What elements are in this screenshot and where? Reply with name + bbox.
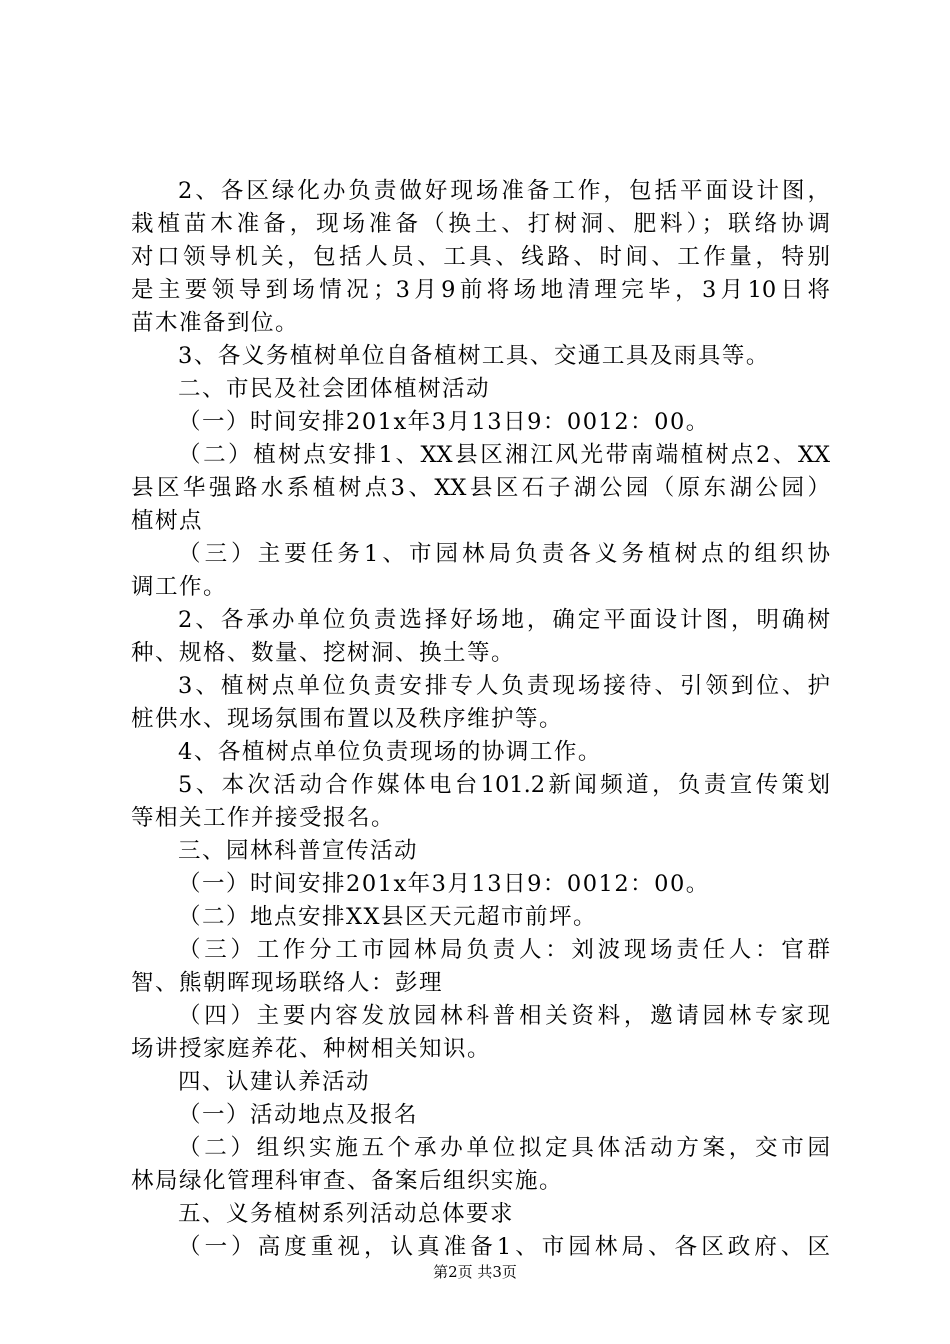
paragraph-line: （四）主要内容发放园林科普相关资料，邀请园林专家现 [178, 1003, 830, 1029]
section-heading: 三、园林科普宣传活动 [178, 838, 419, 864]
paragraph-line: 种、规格、数量、挖树洞、换土等。 [131, 640, 516, 666]
paragraph-line: （二）组织实施五个承办单位拟定具体活动方案，交市园 [178, 1135, 830, 1161]
paragraph-line: 是主要领导到场情况；3月9前将场地清理完毕，3月10日将 [131, 277, 830, 303]
paragraph-line: （一）时间安排201x年3月13日9：0012：00。 [178, 871, 710, 897]
section-heading: 五、义务植树系列活动总体要求 [178, 1201, 515, 1227]
paragraph-line: 3、植树点单位负责安排专人负责现场接待、引领到位、护 [178, 673, 830, 699]
paragraph-line: 对口领导机关，包括人员、工具、线路、时间、工作量，特别 [131, 244, 830, 270]
section-heading: 四、认建认养活动 [178, 1069, 371, 1095]
paragraph-line: 桩供水、现场氛围布置以及秩序维护等。 [131, 706, 564, 732]
paragraph-line: 县区华强路水系植树点3、XX县区石子湖公园（原东湖公园） [131, 475, 830, 501]
paragraph-line: 2、各承办单位负责选择好场地，确定平面设计图，明确树 [178, 607, 830, 633]
paragraph-line: （一）时间安排201x年3月13日9：0012：00。 [178, 409, 710, 435]
paragraph-line: 场讲授家庭养花、种树相关知识。 [131, 1036, 492, 1062]
paragraph-line: 5、本次活动合作媒体电台101.2新闻频道，负责宣传策划 [178, 772, 830, 798]
paragraph-line: （一）活动地点及报名 [178, 1102, 419, 1128]
page-footer: 第2页 共3页 [433, 1263, 517, 1281]
paragraph-line: （三）工作分工市园林局负责人：刘波现场责任人：官群 [178, 937, 830, 963]
paragraph-line: 植树点 [131, 508, 204, 534]
paragraph-line: 调工作。 [131, 574, 228, 600]
paragraph-line: （三）主要任务1、市园林局负责各义务植树点的组织协 [178, 541, 830, 567]
paragraph-line: 苗木准备到位。 [131, 310, 300, 336]
section-heading: 二、市民及社会团体植树活动 [178, 376, 491, 402]
paragraph-line: 2、各区绿化办负责做好现场准备工作，包括平面设计图， [178, 178, 830, 204]
paragraph-line: 3、各义务植树单位自备植树工具、交通工具及雨具等。 [178, 343, 770, 369]
paragraph-line: 智、熊朝晖现场联络人：彭理 [131, 970, 444, 996]
paragraph-line: 4、各植树点单位负责现场的协调工作。 [178, 739, 602, 765]
paragraph-line: （二）植树点安排1、XX县区湘江风光带南端植树点2、XX [178, 442, 830, 468]
paragraph-line: 林局绿化管理科审查、备案后组织实施。 [131, 1168, 564, 1194]
paragraph-line: 等相关工作并接受报名。 [131, 805, 396, 831]
paragraph-line: （二）地点安排XX县区天元超市前坪。 [178, 904, 598, 930]
paragraph-line: 栽植苗木准备，现场准备（换土、打树洞、肥料）；联络协调 [131, 211, 830, 237]
paragraph-line: （一）高度重视，认真准备1、市园林局、各区政府、区 [178, 1234, 830, 1260]
